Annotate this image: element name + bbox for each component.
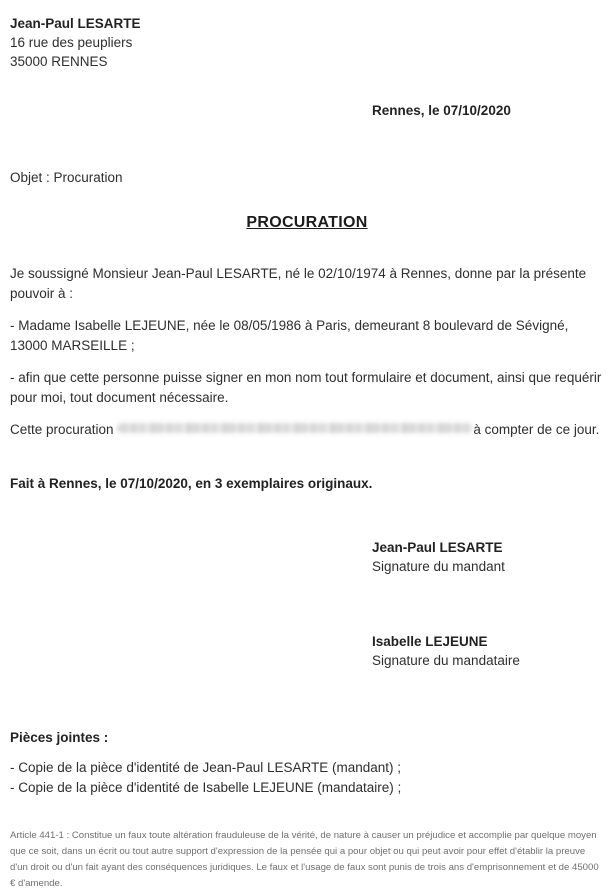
document-title: PROCURATION <box>246 214 368 231</box>
sender-address-line2: 35000 RENNES <box>10 54 108 69</box>
validity-prefix: Cette procuration <box>10 422 118 437</box>
signatory-role: Signature du mandataire <box>372 653 520 668</box>
attachments-list <box>10 758 604 798</box>
attachment-item: - Copie de la pièce d'identité de Jean-Paul LESARTE (mandant) ; <box>10 760 402 775</box>
redacted-text-strip <box>117 423 473 433</box>
paragraph-validity <box>10 420 604 440</box>
subject-line: Objet : Procuration <box>10 170 123 185</box>
legal-footer-article-441-1: Article 441-1 : Constitue un faux toute altération frauduleuse de la vérité, de nature à causer un préjudice et accomplie par quelque moyen que ce soit, dans un écrit ou tout autre support d'expression de la pensée qui a pour objet ou qui peut avoir pour effet d'établir la preuve d'un droit ou d'un fait ayant des conséquences juridiques. Le faux et l'usage de faux sont punis de trois ans d'emprisonnement et de 45000 € d'amende. <box>10 830 599 889</box>
validity-suffix: à compter de ce jour. <box>473 422 600 437</box>
paragraph-introduction: Je soussigné Monsieur Jean-Paul LESARTE, né le 02/10/1974 à Rennes, donne par la présente pouvoir à : <box>10 266 587 301</box>
signature-block-mandataire <box>372 632 604 670</box>
sender-name: Jean-Paul LESARTE <box>10 16 141 31</box>
closing-line: Fait à Rennes, le 07/10/2020, en 3 exemplaires originaux. <box>10 476 373 491</box>
signatory-name: Isabelle LEJEUNE <box>372 634 488 649</box>
attachments-heading: Pièces jointes : <box>10 730 109 745</box>
paragraph-scope: - afin que cette personne puisse signer en mon nom tout formulaire et document, ainsi que requérir pour moi, tout document nécessaire. <box>10 370 602 405</box>
signatory-role: Signature du mandant <box>372 559 505 574</box>
sender-address-line1: 16 rue des peupliers <box>10 35 133 50</box>
sender-block <box>10 14 604 71</box>
signatory-name: Jean-Paul LESARTE <box>372 540 503 555</box>
attachment-item: - Copie de la pièce d'identité de Isabelle LEJEUNE (mandataire) ; <box>10 780 402 795</box>
date-line: Rennes, le 07/10/2020 <box>372 103 511 118</box>
signature-block-mandant <box>372 538 604 576</box>
paragraph-mandataire: - Madame Isabelle LEJEUNE, née le 08/05/1986 à Paris, demeurant 8 boulevard de Sévigné, 13000 MARSEILLE ; <box>10 318 569 353</box>
